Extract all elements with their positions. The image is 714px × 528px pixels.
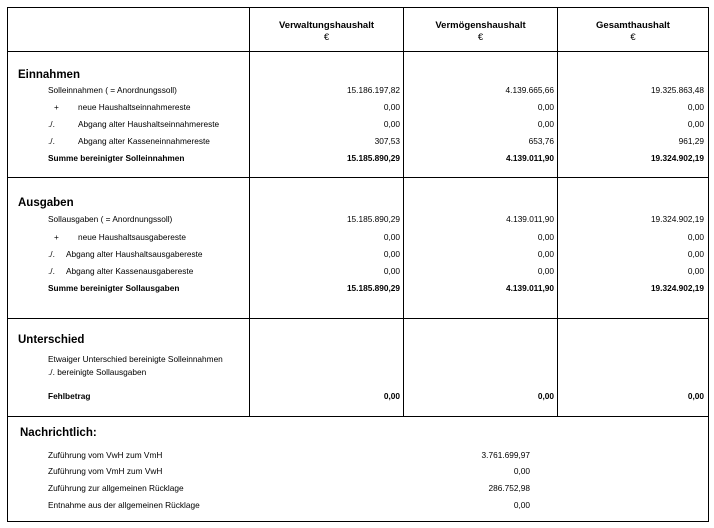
header-separator (7, 51, 709, 52)
row-label: Zuführung zur allgemeinen Rücklage (48, 483, 184, 493)
row-sign: ./. (48, 266, 55, 276)
row-label: Sollausgaben ( = Anordnungssoll) (48, 214, 173, 224)
section-title-einnahmen: Einnahmen (18, 69, 80, 81)
cell-value: 0,00 (537, 266, 554, 276)
column-title: Gesamthaushalt (596, 20, 670, 31)
row-label: Abgang alter Kassenausgabereste (66, 266, 194, 276)
cell-value: 19.324.902,19 (650, 153, 704, 163)
cell-value: 4.139.011,90 (506, 283, 554, 293)
row-label: Summe bereinigter Sollausgaben (48, 283, 180, 293)
cell-value: 0,00 (513, 466, 530, 476)
cell-value: 15.185.890,29 (346, 283, 400, 293)
cell-value: 0,00 (383, 391, 400, 401)
section-title-nachrichtlich: Nachrichtlich: (20, 427, 97, 439)
row-sign: ./. (48, 249, 55, 259)
row-sign: ./. (48, 136, 55, 146)
column-unit: € (630, 32, 636, 43)
cell-value: 0,00 (537, 102, 554, 112)
cell-value: 0,00 (687, 266, 704, 276)
cell-value: 0,00 (687, 102, 704, 112)
column-header-vermoegenshaushalt (404, 20, 557, 44)
cell-value: 15.186.197,82 (346, 85, 400, 95)
cell-value: 4.139.011,90 (506, 153, 554, 163)
cell-value: 0,00 (537, 249, 554, 259)
einnahmen-separator (7, 177, 709, 178)
table-border-left (7, 7, 8, 522)
cell-value: 0,00 (537, 119, 554, 129)
cell-value: 0,00 (383, 119, 400, 129)
cell-value: 286.752,98 (488, 483, 530, 493)
row-label: Solleinnahmen ( = Anordnungssoll) (48, 85, 177, 95)
fehlbetrag-label: Fehlbetrag (48, 391, 91, 401)
cell-value: 0,00 (383, 266, 400, 276)
col-divider-3 (557, 7, 558, 417)
column-unit: € (477, 32, 484, 43)
cell-value: 0,00 (687, 232, 704, 242)
cell-value: 4.139.665,66 (505, 85, 554, 95)
row-label: neue Haushaltseinnahmereste (78, 102, 191, 112)
cell-value: 19.324.902,19 (650, 214, 704, 224)
row-label: Summe bereinigter Solleinnahmen (48, 153, 185, 163)
section-title-ausgaben: Ausgaben (18, 197, 74, 209)
col-divider-1 (249, 7, 250, 417)
row-label: Abgang alter Kasseneinnahmereste (78, 136, 210, 146)
cell-value: 653,76 (528, 136, 554, 146)
col-divider-2 (403, 7, 404, 417)
cell-value: 3.761.699,97 (481, 450, 530, 460)
column-unit: € (323, 32, 330, 43)
cell-value: 19.325.863,48 (650, 85, 704, 95)
row-label: Abgang alter Haushaltsausgabereste (66, 249, 203, 259)
column-header-gesamthaushalt (558, 20, 708, 44)
cell-value: 0,00 (383, 249, 400, 259)
cell-value: 0,00 (537, 391, 554, 401)
cell-value: 0,00 (687, 249, 704, 259)
row-label: neue Haushaltsausgabereste (78, 232, 186, 242)
row-label: Zuführung vom VmH zum VwH (48, 466, 163, 476)
column-header-verwaltungshaushalt (250, 20, 403, 44)
cell-value: 0,00 (687, 391, 704, 401)
column-title: Verwaltungshaushalt (278, 20, 375, 31)
unterschied-description-line2: ./. bereinigte Sollausgaben (48, 367, 147, 377)
cell-value: 961,29 (678, 136, 704, 146)
row-sign: + (54, 102, 59, 112)
row-label: Entnahme aus der allgemeinen Rücklage (48, 500, 200, 510)
cell-value: 0,00 (687, 119, 704, 129)
section-title-unterschied: Unterschied (18, 334, 85, 346)
row-label: Abgang alter Haushaltseinnahmereste (78, 119, 220, 129)
row-sign: + (54, 232, 59, 242)
unterschied-separator (7, 416, 709, 417)
cell-value: 0,00 (383, 232, 400, 242)
row-label: Zuführung vom VwH zum VmH (48, 450, 163, 460)
cell-value: 0,00 (383, 102, 400, 112)
cell-value: 0,00 (537, 232, 554, 242)
table-border-top (7, 7, 709, 8)
table-border-right (708, 7, 709, 522)
cell-value: 307,53 (374, 136, 400, 146)
row-sign: ./. (48, 119, 55, 129)
cell-value: 4.139.011,90 (506, 214, 554, 224)
cell-value: 19.324.902,19 (650, 283, 704, 293)
ausgaben-separator (7, 318, 709, 319)
table-border-bottom (7, 521, 709, 522)
cell-value: 15.185.890,29 (346, 214, 400, 224)
cell-value: 0,00 (513, 500, 530, 510)
cell-value: 15.185.890,29 (346, 153, 400, 163)
column-title: Vermögenshaushalt (435, 20, 526, 31)
unterschied-description-line1: Etwaiger Unterschied bereinigte Solleinnahmen (48, 354, 223, 364)
